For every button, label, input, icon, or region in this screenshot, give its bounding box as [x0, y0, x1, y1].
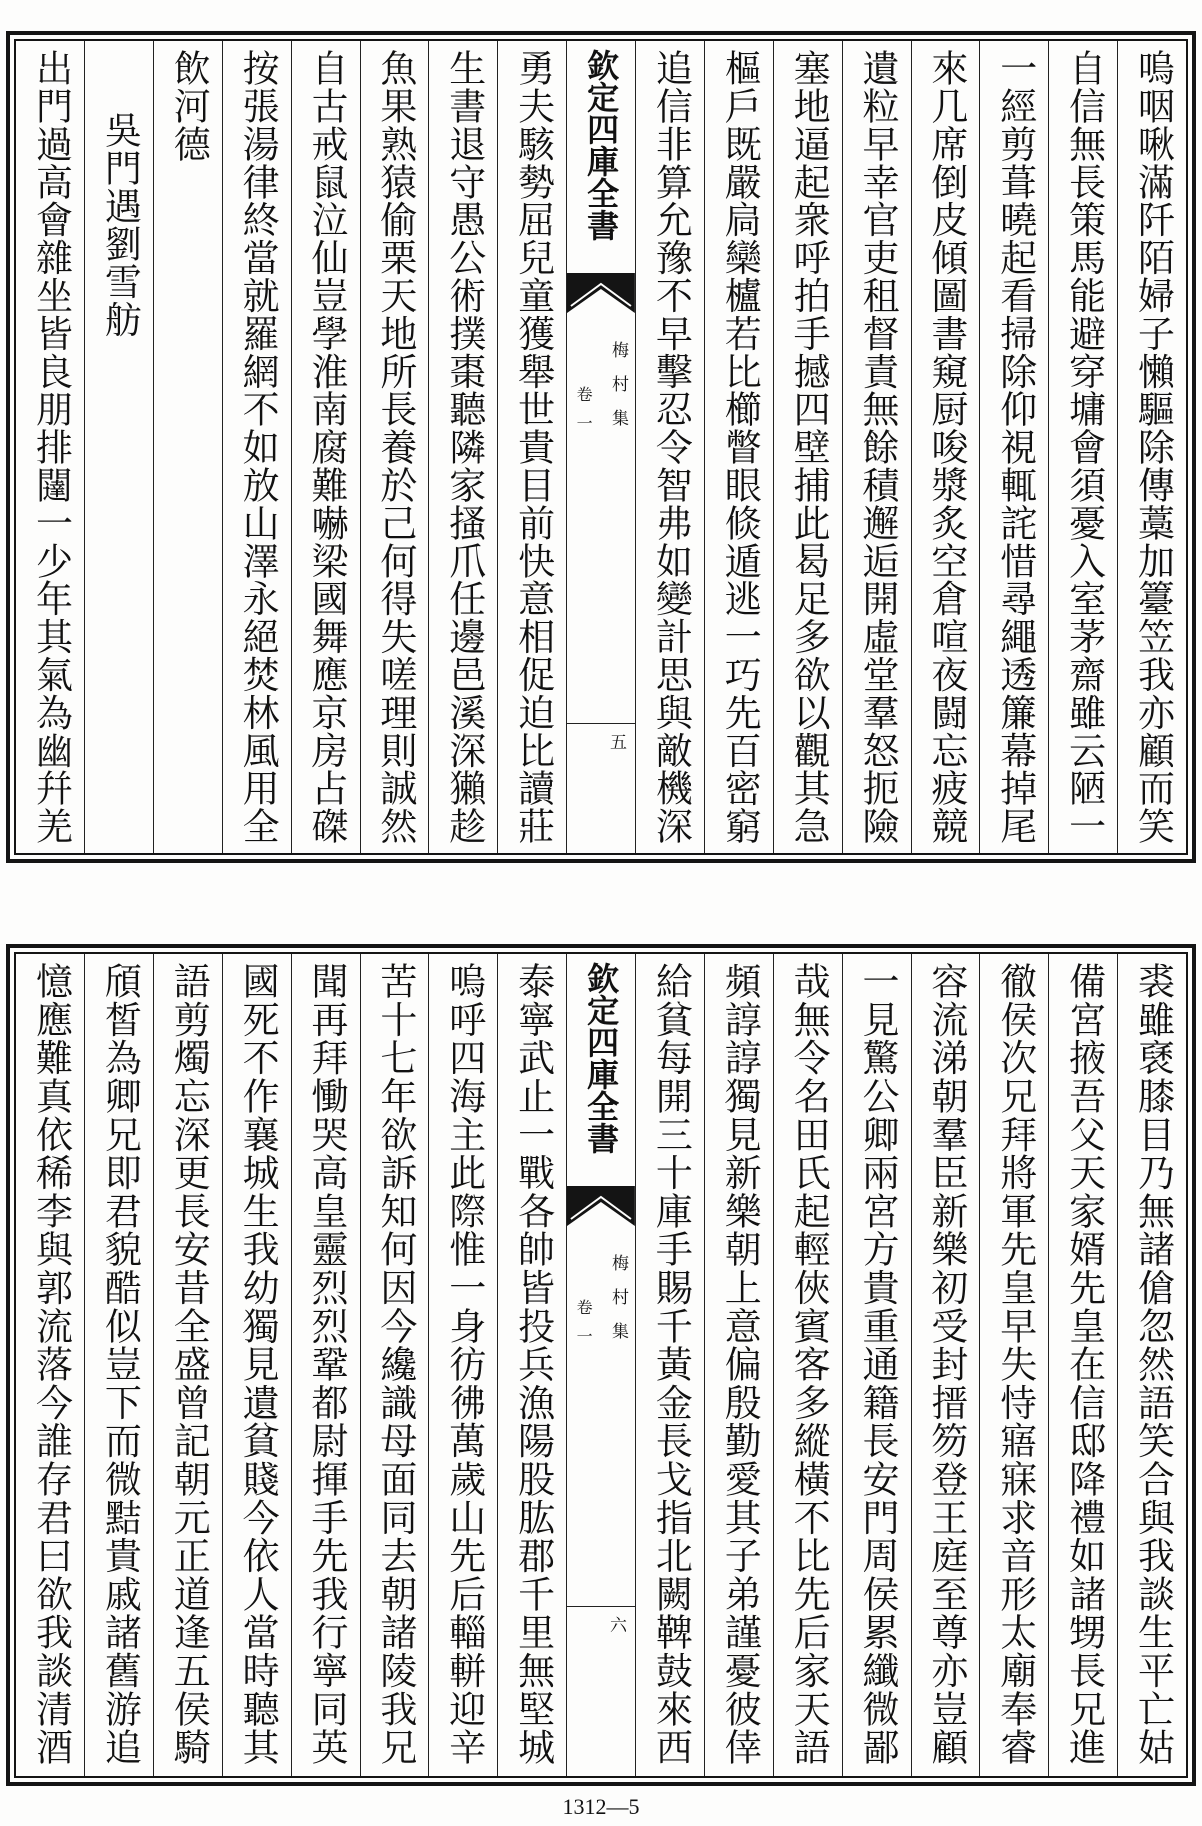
column-text: 出門過高會雜坐皆良朋排闥一少年其氣為幽幷羌 [29, 49, 73, 845]
text-column [1118, 41, 1186, 853]
fold-title-wrap [567, 962, 635, 1154]
text-column [154, 954, 223, 1776]
column-text: 飲河德 [167, 49, 211, 163]
fishtail-ornament [567, 273, 635, 315]
text-column [774, 954, 843, 1776]
column-text: 給貧每開三十庫手賜千黃金長戈指北闕鞞鼓來西 [649, 962, 693, 1767]
column-text: 容流涕朝羣臣新樂初受封搢笏登王庭至尊亦豈顧 [924, 962, 968, 1767]
column-text: 勇夫駭勢屈兒童獲舉世貴目前快意相促迫比讀莊 [511, 49, 555, 845]
column-text: 裘雖褎膝目乃無諸傖忽然語笑合與我談生平亡姑 [1131, 962, 1175, 1767]
column-text: 聞再拜慟哭高皇靈烈烈鞏都尉揮手先我行寧同英 [304, 962, 348, 1767]
column-text: 哉無令名田氏起輕俠賓客多縱橫不比先后家天語 [787, 962, 831, 1767]
text-column [843, 41, 912, 853]
column-text: 生書退守愚公術撲棗聽隣家搔爪任邊邑溪深獺趁 [442, 49, 486, 845]
text-column [292, 954, 361, 1776]
fold-title-wrap [567, 49, 635, 241]
fold-title: 欽定四庫全書 [582, 962, 621, 1154]
column-text: 追信非算允豫不早擊忍令智弗如變計思與敵機深 [649, 49, 693, 845]
page-number: 1312—5 [562, 1794, 640, 1819]
fold-book-title: 梅村集 [608, 341, 628, 443]
leaf-number: 五 [606, 733, 626, 750]
fishtail-shape [567, 1186, 635, 1226]
column-text: 語剪燭忘深更長安昔全盛曾記朝元正道逢五侯騎 [167, 962, 211, 1767]
text-column [498, 41, 567, 853]
fishtail-shape [567, 273, 635, 313]
text-column [912, 954, 981, 1776]
text-column [705, 41, 774, 853]
page-leaf-top [6, 31, 1196, 863]
text-column [223, 41, 292, 853]
column-text: 嗚咽啾滿阡陌婦子懶驅除傳藁加籉笠我亦顧而笑 [1131, 49, 1175, 845]
text-column [705, 954, 774, 1776]
text-column [223, 954, 292, 1776]
column-text: 一見驚公卿兩宮方貴重通籍長安門周侯累纖微鄙 [855, 962, 899, 1767]
text-column [361, 41, 430, 853]
text-column [980, 954, 1049, 1776]
column-text: 備宮掖吾父天家婿先皇在信邸降禮如諸甥長兄進 [1062, 962, 1106, 1767]
column-text: 徹侯次兄拜將軍先皇早失恃寤寐求音形太廟奉睿 [993, 962, 1037, 1767]
fold-volume: 卷一 [574, 386, 594, 444]
text-column [429, 954, 498, 1776]
fold-rule [567, 723, 635, 724]
fold-rule [567, 1606, 635, 1607]
text-column [292, 41, 361, 853]
text-column [843, 954, 912, 1776]
column-text: 國死不作襄城生我幼獨見遺貧賤今依人當時聽其 [236, 962, 280, 1767]
column-text: 按張湯律終當就羅網不如放山澤永絕焚林風用全 [236, 49, 280, 845]
column-text: 自信無長策馬能避穿墉會須憂入室茅齋雖云陋一 [1062, 49, 1106, 845]
column-text: 頎皙為卿兄即君貌酷似豈下而微黠貴戚諸舊游追 [98, 962, 142, 1767]
column-text: 泰寧武止一戰各帥皆投兵漁陽股肱郡千里無堅城 [511, 962, 555, 1767]
fold-book-title: 梅村集 [608, 1254, 628, 1356]
text-column [1049, 954, 1118, 1776]
column-text: 苦十七年欲訴知何因今纔識母面同去朝諸陵我兄 [373, 962, 417, 1767]
fold-volume: 卷一 [574, 1299, 594, 1357]
column-text: 一經剪葺曉起看掃除仰視輒詫惜尋繩透簾幕掉尾 [993, 49, 1037, 845]
text-column [16, 41, 85, 853]
column-text: 嗚呼四海主此際惟一身彷彿萬歲山先后輜軿迎辛 [442, 962, 486, 1767]
text-column [980, 41, 1049, 853]
text-frame [14, 39, 1188, 855]
leaf-number: 六 [606, 1616, 626, 1633]
column-text: 憶應難真依稀李與郭流落今誰存君曰欲我談清酒 [29, 962, 73, 1767]
text-column [1118, 954, 1186, 1776]
text-column [429, 41, 498, 853]
text-column [154, 41, 223, 853]
fold-margin [567, 954, 636, 1776]
fold-title: 欽定四庫全書 [582, 49, 621, 241]
column-text: 塞地逼起衆呼拍手撼四壁捕此曷足多欲以觀其急 [787, 49, 831, 845]
text-column [1049, 41, 1118, 853]
text-column [636, 954, 705, 1776]
fold-margin [567, 41, 636, 853]
text-column [85, 954, 154, 1776]
text-column [361, 954, 430, 1776]
column-text: 頻諄諄獨見新樂朝上意偏殷勤愛其子弟謹憂彼倖 [718, 962, 762, 1767]
text-frame [14, 952, 1188, 1778]
column-text: 魚果熟猿偷栗天地所長養於己何得失嗟理則誠然 [373, 49, 417, 845]
page-leaf-bottom [6, 944, 1196, 1786]
column-text: 遺粒早幸官吏租督責無餘積邂逅開虛堂羣怒扼險 [855, 49, 899, 845]
column-text: 樞戶既嚴扃欒櫨若比櫛瞥眼倐遁逃一巧先百密窮 [718, 49, 762, 845]
text-column [912, 41, 981, 853]
fishtail-ornament [567, 1186, 635, 1228]
text-column [498, 954, 567, 1776]
poem-title-column [85, 41, 154, 853]
text-column [774, 41, 843, 853]
text-column [636, 41, 705, 853]
poem-title: 吳門遇劉雪舫 [98, 111, 142, 339]
text-column [16, 954, 85, 1776]
column-text: 自古戒鼠泣仙豈學淮南腐難嚇梁國舞應京房占磔 [304, 49, 348, 845]
column-text: 來几席倒皮傾圖書窺厨唆漿炙空倉喧夜闘忘疲競 [924, 49, 968, 845]
